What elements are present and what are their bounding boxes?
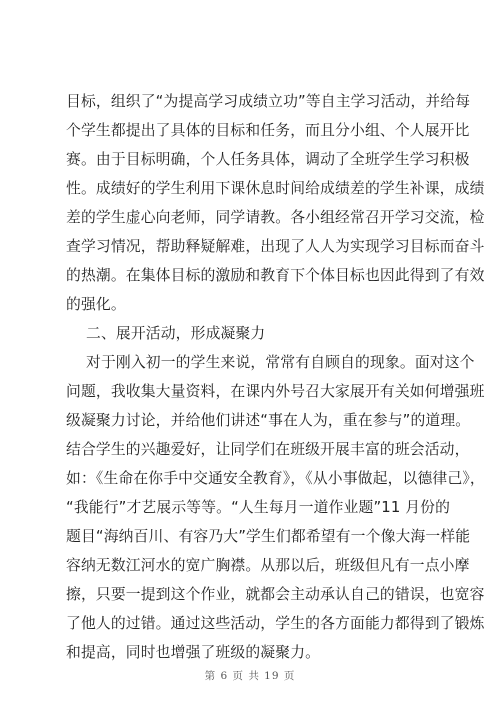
paragraph-line: 结合学生的兴趣爱好，让同学们在班级开展丰富的班会活动， bbox=[66, 441, 470, 458]
paragraph-line: 目标，组织了“为提高学习成绩立功”等自主学习活动，并给每 bbox=[66, 93, 471, 110]
paragraph-line: “我能行”才艺展示等等。“人生每月一道作业题”11 月份的 bbox=[66, 499, 451, 516]
paragraph-line: 性。成绩好的学生利用下课休息时间给成绩差的学生补课，成绩 bbox=[66, 180, 485, 197]
paragraph-line: 题目“海纳百川、有容乃大”学生们都希望有一个像大海一样能 bbox=[66, 528, 471, 545]
paragraph-line: 级凝聚力讨论，并给他们讲述“事在人为，重在参与”的道理。 bbox=[66, 412, 471, 429]
paragraph-line: 查学习情况，帮助释疑解难，出现了人人为实现学习目标而奋斗 bbox=[66, 238, 485, 255]
paragraph-line: 擦，只要一提到这个作业，就都会主动承认自己的错误，也宽容 bbox=[66, 586, 485, 603]
paragraph-line: 问题，我收集大量资料，在课内外号召大家展开有关如何增强班 bbox=[66, 383, 485, 400]
paragraph-line: 和提高，同时也增强了班级的凝聚力。 bbox=[66, 644, 321, 661]
paragraph-line: 的强化。 bbox=[66, 296, 126, 313]
paragraph-line: 的热潮。在集体目标的激励和教育下个体目标也因此得到了有效 bbox=[66, 267, 485, 284]
paragraph-line: 了他人的过错。通过这些活动，学生的各方面能力都得到了锻炼 bbox=[66, 615, 485, 632]
paragraph-line: 容纳无数江河水的宽广胸襟。从那以后，班级但凡有一点小摩 bbox=[66, 557, 470, 574]
paragraph-line: 个学生都提出了具体的目标和任务，而且分小组、个人展开比 bbox=[66, 122, 470, 139]
paragraph-line: 差的学生虚心向老师，同学请教。各小组经常召开学习交流，检 bbox=[66, 209, 485, 226]
page-number-footer: 第 6 页 共 19 页 bbox=[204, 670, 296, 682]
paragraph-line: 对于刚入初一的学生来说，常常有自顾自的现象。面对这个 bbox=[86, 354, 475, 371]
paragraph-line: 如：《生命在你手中交通安全教育》，《从小事做起，以德律己》， bbox=[66, 470, 485, 487]
section-heading: 二、展开活动，形成凝聚力 bbox=[86, 325, 266, 342]
paragraph-line: 赛。由于目标明确，个人任务具体，调动了全班学生学习积极 bbox=[66, 151, 470, 168]
